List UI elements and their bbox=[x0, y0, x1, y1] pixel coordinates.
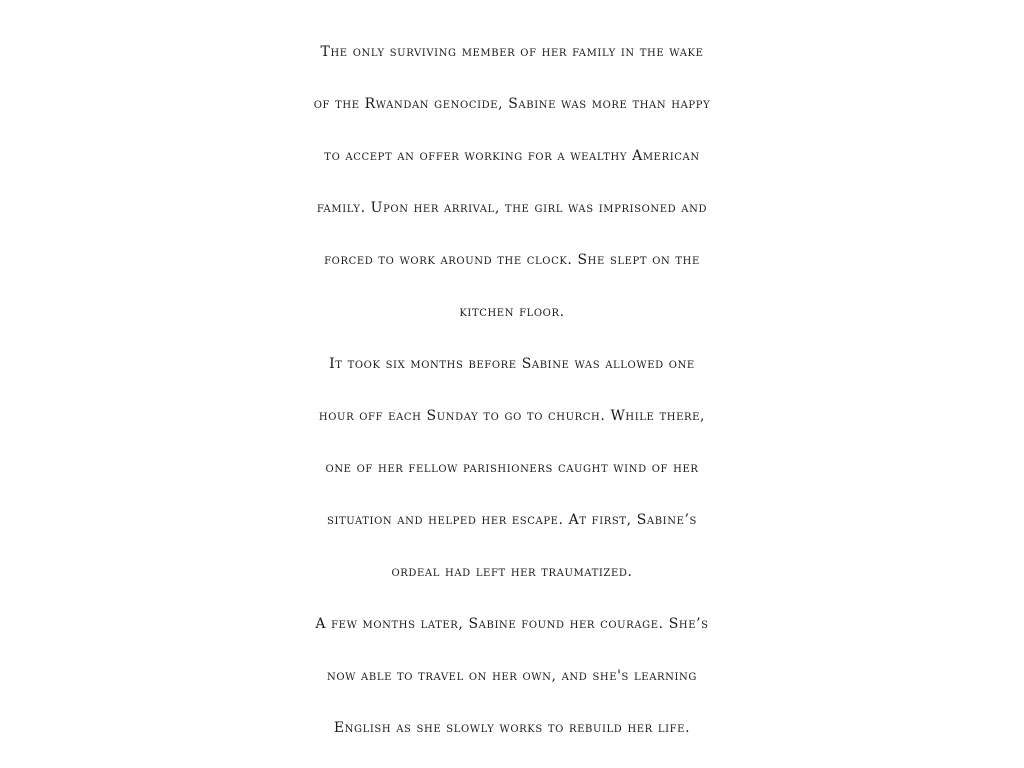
text-line: The only surviving member of her family in the wake bbox=[320, 44, 704, 60]
text-line: ordeal had left her traumatized. bbox=[391, 564, 633, 580]
text-line: family. Upon her arrival, the girl was imprisoned and bbox=[316, 200, 708, 216]
text-line: kitchen floor. bbox=[459, 304, 565, 320]
text-line: hour off each Sunday to go to church. While there, bbox=[318, 408, 706, 424]
text-line: forced to work around the clock. She slept on the bbox=[324, 252, 700, 268]
text-line: of the Rwandan genocide, Sabine was more than happy bbox=[313, 96, 711, 112]
paragraph-3 bbox=[0, 602, 1024, 758]
paragraph-2 bbox=[0, 342, 1024, 602]
text-line: A few months later, Sabine found her courage. She’s bbox=[315, 616, 709, 632]
text-line: to accept an offer working for a wealthy American bbox=[324, 148, 700, 164]
text-line: situation and helped her escape. At first, Sabine’s bbox=[327, 512, 697, 528]
text-line: now able to travel on her own, and she's learning bbox=[326, 668, 697, 684]
paragraph-1 bbox=[0, 30, 1024, 342]
text-line: English as she slowly works to rebuild her life. bbox=[333, 720, 691, 736]
text-line: It took six months before Sabine was allowed one bbox=[329, 356, 695, 372]
text-line: one of her fellow parishioners caught wind of her bbox=[325, 460, 699, 476]
